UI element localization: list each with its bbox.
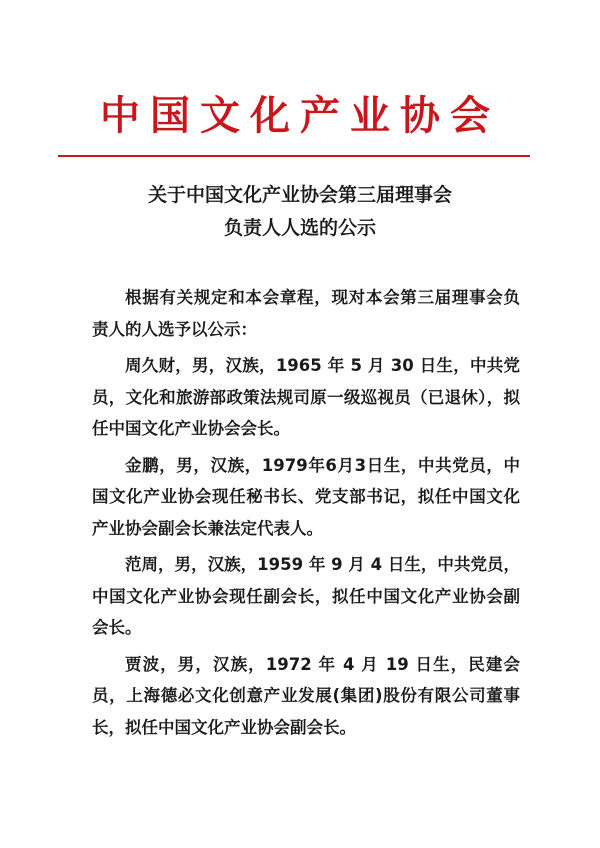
candidate-paragraph: 金鹏，男，汉族，1979年6月3日生，中共党员，中国文化产业协会现任秘书长、党支部书记，拟任中国文化产业协会副会长兼法定代表人。 — [92, 455, 520, 538]
letterhead-divider — [58, 155, 530, 157]
candidate-paragraph: 范周，男，汉族，1959 年 9 月 4 日生，中共党员，中国文化产业协会现任副会长，拟任中国文化产业协会副会长。 — [92, 555, 520, 637]
intro-paragraph: 根据有关规定和本会章程，现对本会第三届理事会负责人的人选予以公示： — [92, 288, 520, 339]
candidate-paragraph: 周久财，男，汉族，1965 年 5 月 30 日生，中共党员，文化和旅游部政策法规司原一级巡视员（已退休），拟任中国文化产业协会会长。 — [92, 356, 520, 438]
document-title-line-1: 关于中国文化产业协会第三届理事会 — [147, 184, 452, 206]
candidate-paragraph: 贾波，男，汉族，1972 年 4 月 19 日生，民建会员，上海德必文化创意产业发展(集团)股份有限公司董事长，拟任中国文化产业协会副会长。 — [92, 654, 520, 737]
document-title — [0, 179, 600, 245]
document-title-line-2: 负责人人选的公示 — [223, 217, 376, 239]
document-body — [92, 282, 520, 748]
letterhead-title: 中国文化产业协会 — [100, 93, 500, 139]
